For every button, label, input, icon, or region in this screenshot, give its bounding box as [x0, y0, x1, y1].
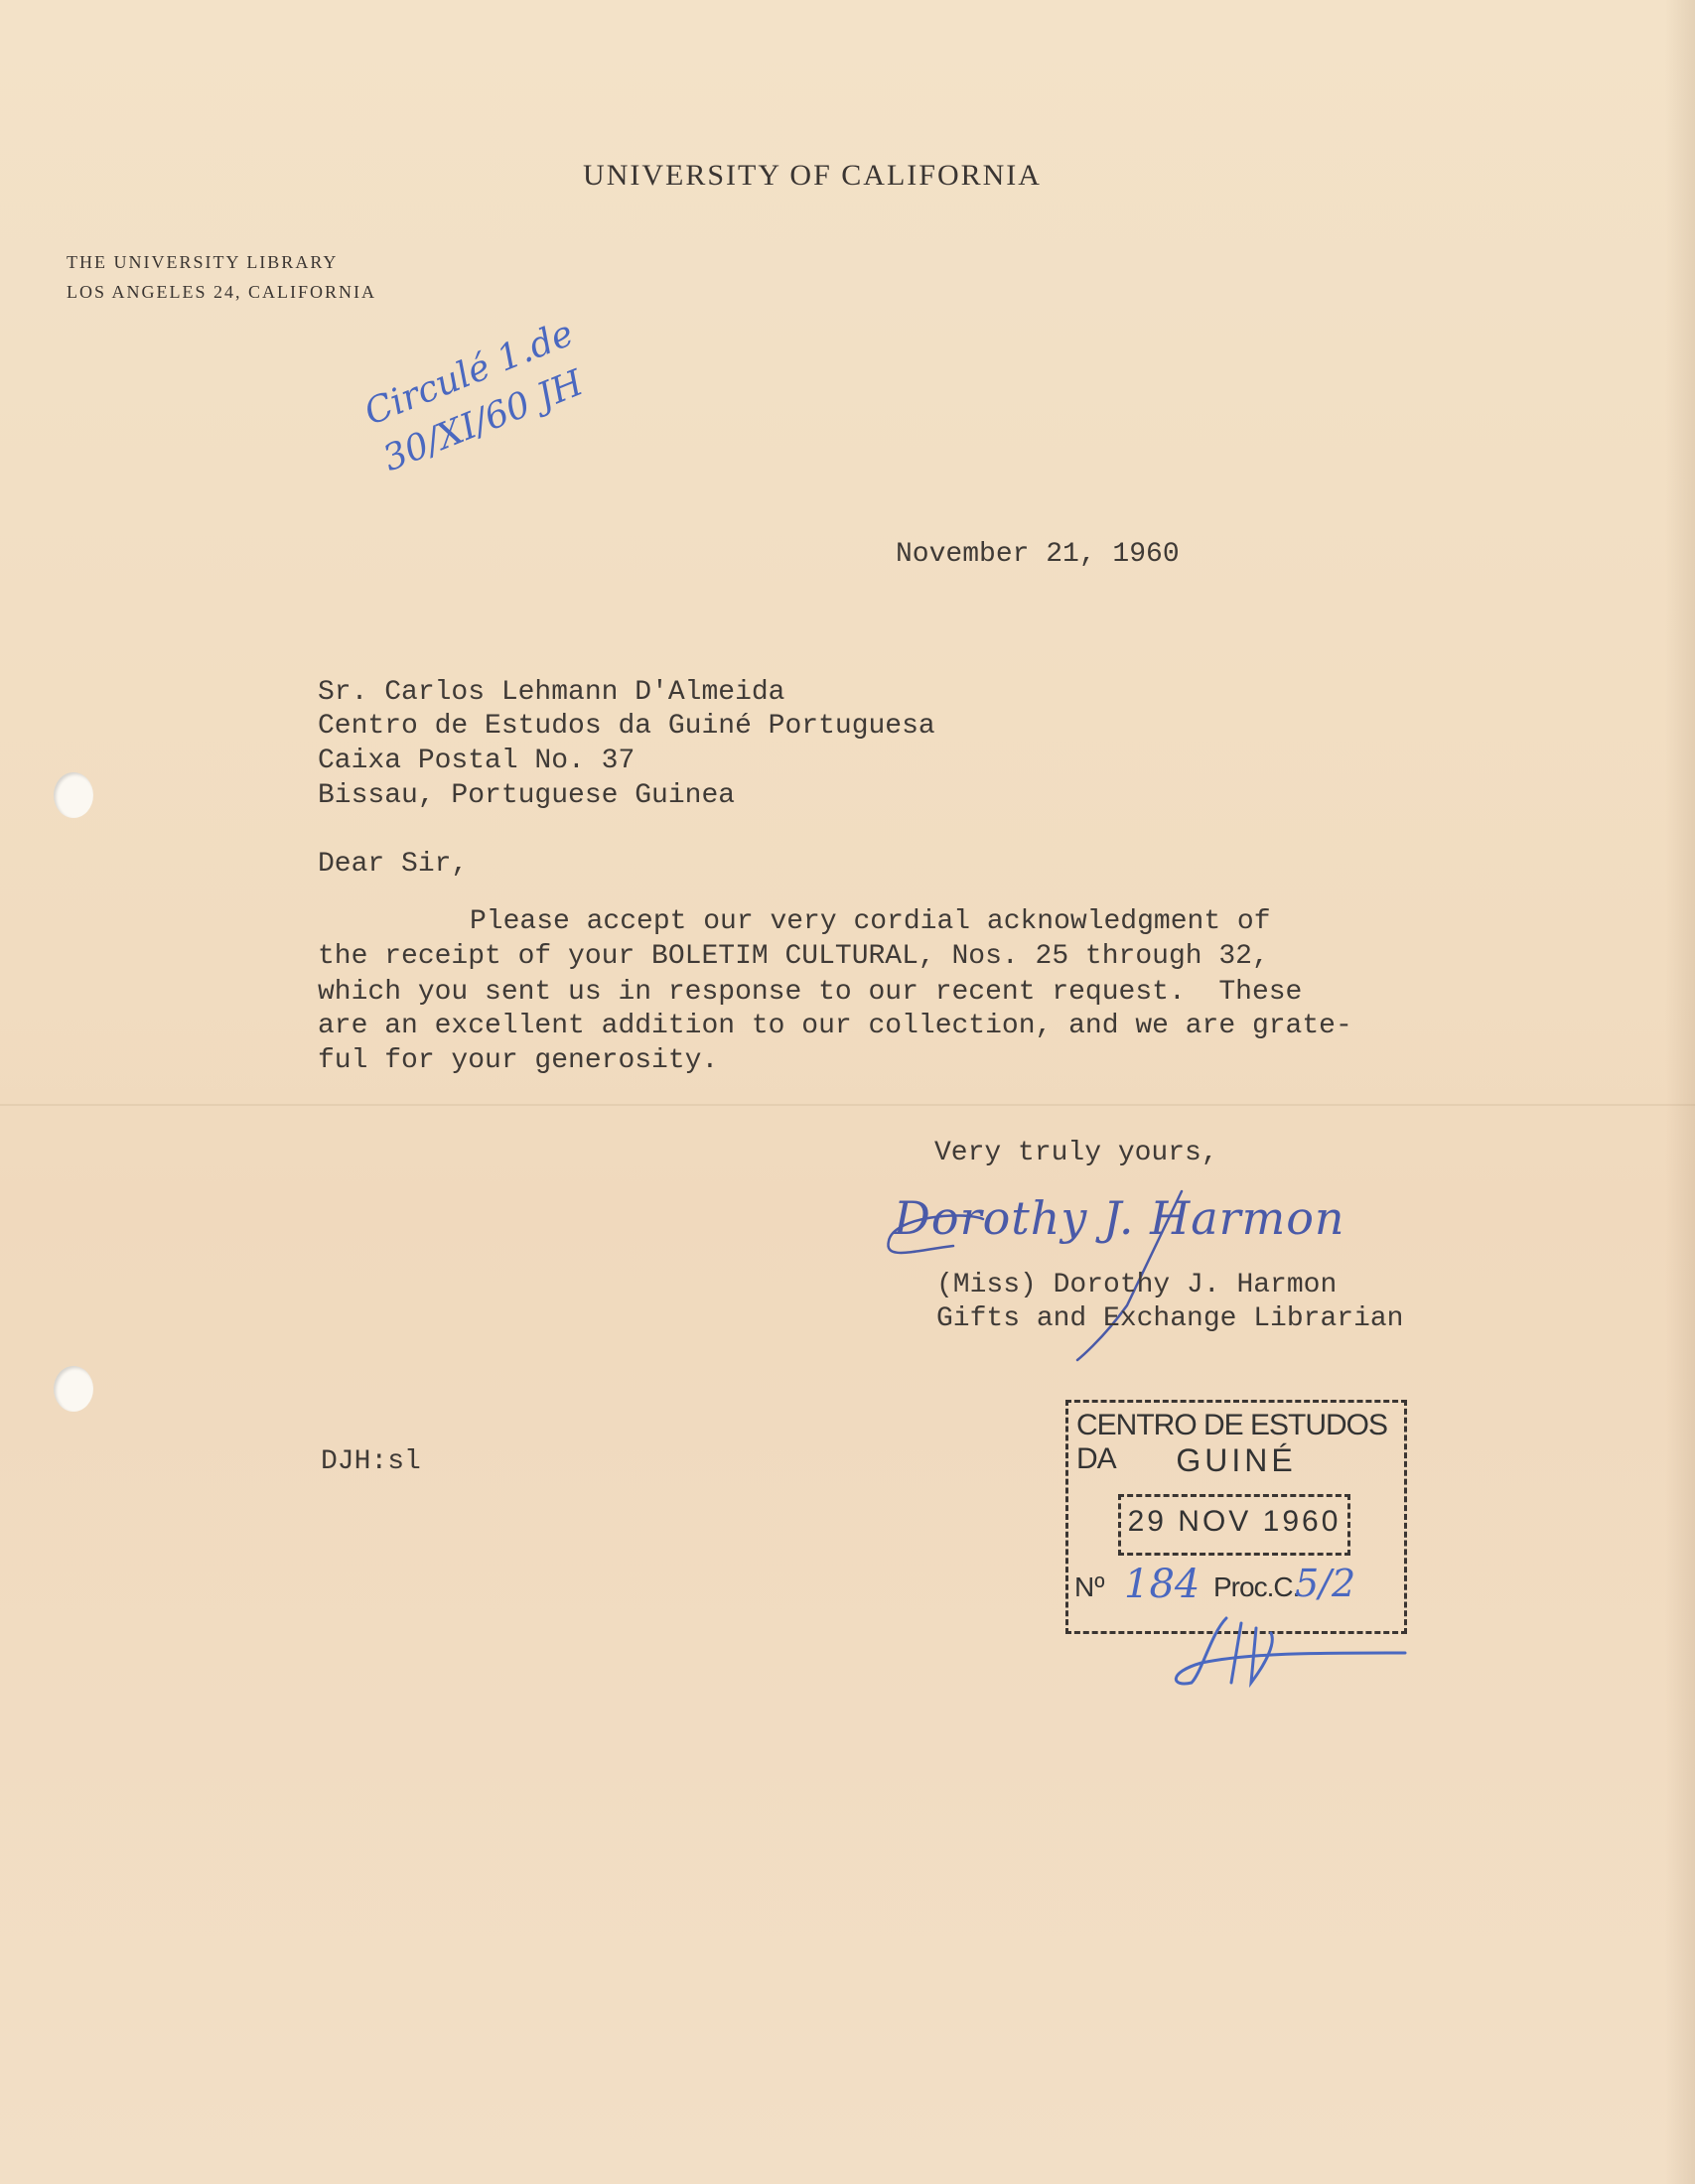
paper-edge-shadow — [1665, 0, 1695, 2184]
reference-initials: DJH:sl — [321, 1446, 421, 1477]
stamp-no-value: 184 — [1124, 1562, 1201, 1607]
body-line: the receipt of your BOLETIM CULTURAL, Nos. 25 through 32, — [318, 941, 1269, 972]
stamp-line1: CENTRO DE ESTUDOS DA — [1076, 1409, 1388, 1475]
handwritten-annotation: Circulé 1.de 30/XI/60 JH — [358, 313, 590, 480]
signer-title: Gifts and Exchange Librarian — [936, 1303, 1404, 1334]
stamp-date: 29 NOV 1960 — [1127, 1505, 1342, 1538]
stamp-proc-label: Proc.C. — [1213, 1571, 1300, 1602]
body-line: Please accept our very cordial acknowledgment of — [470, 906, 1271, 937]
address-line: Bissau, Portuguese Guinea — [318, 780, 736, 811]
letter-date: November 21, 1960 — [896, 539, 1180, 570]
punch-hole — [54, 772, 93, 818]
letterhead-department: THE UNIVERSITY LIBRARY — [67, 252, 339, 272]
address-line: Sr. Carlos Lehmann D'Almeida — [318, 677, 785, 708]
handwritten-signature: Dorothy J. Harmon — [894, 1191, 1345, 1245]
signer-name: (Miss) Dorothy J. Harmon — [936, 1270, 1338, 1300]
received-stamp — [1065, 1400, 1407, 1634]
fold-line — [0, 1104, 1695, 1106]
body-line: are an excellent addition to our collection, and we are grate- — [318, 1011, 1352, 1041]
letterhead-institution: UNIVERSITY OF CALIFORNIA — [583, 159, 1042, 192]
punch-hole — [54, 1366, 93, 1412]
stamp-proc-value: 5/2 — [1295, 1562, 1356, 1605]
stamp-no-label: Nº — [1074, 1571, 1105, 1602]
stamp-date-box — [1118, 1494, 1350, 1556]
letterhead-city: LOS ANGELES 24, CALIFORNIA — [67, 282, 377, 302]
stamp-line2: GUINÉ — [1176, 1442, 1297, 1478]
address-line: Caixa Postal No. 37 — [318, 746, 636, 776]
salutation: Dear Sir, — [318, 849, 469, 880]
body-line: which you sent us in response to our recent request. These — [318, 977, 1303, 1008]
closing: Very truly yours, — [934, 1138, 1218, 1168]
address-line: Centro de Estudos da Guiné Portuguesa — [318, 711, 935, 742]
body-line: ful for your generosity. — [318, 1045, 719, 1076]
